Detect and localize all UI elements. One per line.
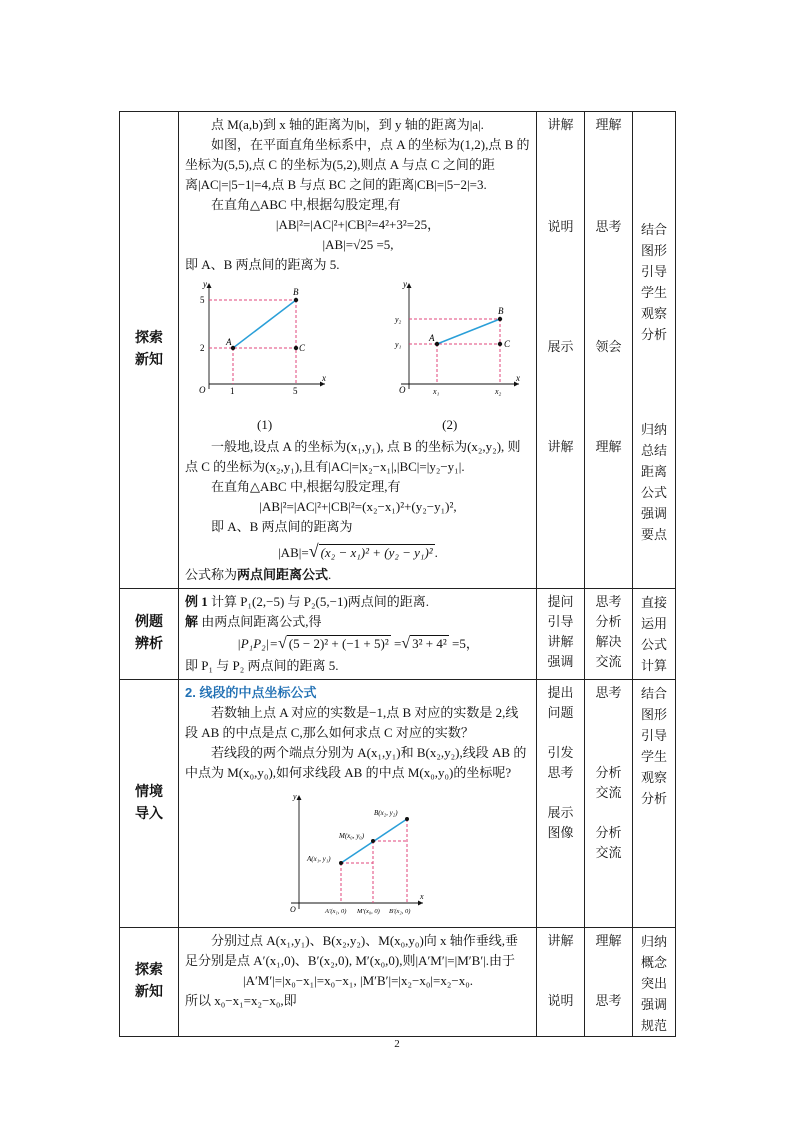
intent-note: 归纳概念突出强调规范 [640,934,667,1033]
point-label: M(x₀, y₀) [339,832,365,840]
text-line: 即 P₁ 与 P₂ 两点间的距离 5. [185,658,339,673]
note: 思考 [595,594,622,609]
formula-radicand: (5 − 2)² + (−1 + 5)² [288,636,389,651]
intent-note: 归纳总结距离公式强调要点 [640,422,667,542]
formula-part: . [434,545,438,560]
note: 图像 [547,825,574,840]
text-line [185,565,531,585]
text-line: 一般地,设点 A 的坐标为(x₁,y₁), 点 B 的坐标为(x₂,y₂), 则点 C 的坐标为(x₂,y₁),且有|AC|=|x₂−x₁|,|BC|=|y₂−y₁|. [185,439,521,474]
tick-label: y₁ [395,340,402,349]
row-label [120,112,179,589]
axis-label: y [403,279,407,289]
text-part: 计算 P₁(2,−5) 与 P₂(5,−1)两点间的距离. [207,594,430,609]
formula: |AB|²=|AC|²+|CB|²=4²+3²=25， [275,217,441,232]
lesson-plan-table [119,111,676,1037]
formula: |P₁P₂|=√ (5 − 2)² + (−1 + 5)² =√ 3² + 4² =5， [237,635,479,652]
axis-label: y [203,279,207,289]
note: 领会 [595,339,622,354]
note: 展示 [547,339,574,354]
note: 交流 [595,845,622,860]
section-heading: 2. 线段的中点坐标公式 [185,685,317,700]
caption: (2) [442,417,458,432]
point-label: A(x₁, y₁) [307,855,331,863]
text-line: 即 A、B 两点间的距离为 [211,519,353,534]
point-label: A [226,337,232,347]
formula: |AB|=√25 =5, [322,237,394,252]
text-line: 在直角△ABC 中,根据勾股定理,有 [211,479,401,494]
tick-label: 5 [200,295,205,305]
note: 问题 [547,705,574,720]
figure-2 [383,279,523,397]
point-label: A [429,333,435,343]
figure-1 [189,279,329,397]
distance-formula: |AB|=√ (x₂ − x₁)² + (y₂ − y₁)² . [278,541,438,561]
table-row [120,928,676,1037]
label-text: 探索 新知 [135,331,163,368]
point-label: C [504,339,511,349]
formula-name: 两点间距离公式 [237,567,329,582]
axis-label: y [293,792,297,801]
text-line [185,612,531,632]
point-label: C [299,343,306,353]
text-line: 所以 x₀−x₁=x₂−x₀,即 [185,993,297,1008]
row-label [120,680,179,928]
axis-label: x [420,892,424,901]
figures [185,275,531,397]
note: 分析 [595,614,622,629]
formula-part: |P₁P₂|= [237,636,278,651]
figure-3-wrap [185,783,531,921]
label-text: 情境 导入 [135,784,163,822]
row-label [120,928,179,1037]
content-cell [179,928,537,1037]
tick-label: x₂ [495,387,502,396]
intent-note: 结合图形引导学生观察分析 [640,686,667,806]
method-cell [537,680,585,928]
note: 思考 [547,765,574,780]
foot-label: A′(x₁, 0) [325,908,347,915]
label-text: 探索 新知 [135,963,163,1000]
point-label: B(x₂, y₂) [374,809,398,817]
intent-cell [633,680,676,928]
table-row [120,112,676,589]
text-line: 点 M(a,b)到 x 轴的距离为|b|，到 y 轴的距离为|a|. [211,117,484,132]
method-cell [537,112,585,589]
method-cell [537,928,585,1037]
example-tag: 例 1 [185,594,208,609]
origin-label: O [290,905,296,914]
label-text: 例题 辨析 [135,615,163,652]
table-row [120,680,676,928]
student-cell [585,589,633,680]
text-line: 若线段的两个端点分别为 A(x₁,y₁)和 B(x₂,y₂),线段 AB 的中点为 M(x₀,y₀),如何求线段 AB 的中点 M(x₀,y₀)的坐标呢? [185,745,527,780]
note: 思考 [595,685,622,700]
note: 交流 [595,654,622,669]
text-line: 在直角△ABC 中,根据勾股定理,有 [211,197,401,212]
note: 理解 [595,117,622,132]
note: 分析 [595,765,622,780]
page-number: 2 [394,1038,400,1050]
content-cell [179,112,537,589]
note: 提出 [547,685,574,700]
content-cell [179,680,537,928]
text-line: 即 A、B 两点间的距离为 5. [185,257,340,272]
note: 理解 [595,933,622,948]
formula-part: |AB|= [278,545,309,560]
foot-label: M′(x₀, 0) [357,908,380,915]
text-line [185,592,531,612]
text-part: 公式称为 [185,567,238,582]
formula-radicand: 3² + 4² [412,636,447,651]
intent-cell [633,112,676,589]
tick-label: x₁ [433,387,440,396]
note: 讲解 [547,933,574,948]
tick-label: 2 [200,343,205,353]
note: 引发 [547,745,574,760]
origin-label: O [399,385,406,395]
foot-label: B′(x₂, 0) [389,908,411,915]
text-part: 由两点间距离公式,得 [198,614,322,629]
note: 交流 [595,785,622,800]
tick-label: 5 [293,386,298,396]
note: 解决 [595,634,622,649]
table-row [120,589,676,680]
point-label: B [498,306,504,316]
note: 思考 [595,219,622,234]
intent-cell [633,589,676,680]
note: 分析 [595,825,622,840]
tick-label: y₂ [395,315,402,324]
point-label: B [293,287,299,297]
axis-label: x [516,373,520,383]
note: 提问 [547,594,574,609]
tick-label: 1 [230,386,235,396]
formula-radicand: (x₂ − x₁)² + (y₂ − y₁)² [320,545,433,560]
figure-captions [185,397,531,437]
note: 说明 [547,993,574,1008]
intent-note: 直接运用公式计算 [640,595,667,673]
origin-label: O [199,385,206,395]
student-cell [585,112,633,589]
row-label [120,589,179,680]
note: 强调 [547,654,574,669]
note: 讲解 [547,439,574,454]
formula: |AB|²=|AC|²+|CB|²=(x₂−x₁)²+(y₂−y₁)², [259,499,457,514]
intent-cell [633,928,676,1037]
text-line: 分别过点 A(x₁,y₁)、B(x₂,y₂)、M(x₀,y₀)向 x 轴作垂线,垂足分别是点 A′(x₁,0)、B′(x₂,0), M′(x₀,0),则|A′M′|=|M′B′|.由于 [185,933,519,968]
figure-3 [277,791,427,915]
formula-part: =5， [448,636,479,651]
formula: |A′M′|=|x₀−x₁|=x₀−x₁, |M′B′|=|x₂−x₀|=x₂−x₀. [242,973,474,988]
content-cell [179,589,537,680]
student-cell [585,928,633,1037]
note: 说明 [547,219,574,234]
note: 讲解 [547,634,574,649]
note: 讲解 [547,117,574,132]
text-line: 如图，在平面直角坐标系中，点 A 的坐标为(1,2),点 B 的坐标为(5,5),点 C 的坐标为(5,2),则点 A 与点 C 之间的距离|AC|=|5−1|=4,点 B 与点 BC 之间的距离|CB|=|5−2|=3. [185,137,530,192]
text-part: . [328,567,332,582]
axis-label: x [322,373,326,383]
note: 思考 [595,993,622,1008]
intent-note: 结合图形引导学生观察分析 [640,222,667,342]
student-cell [585,680,633,928]
text-line: 若数轴上点 A 对应的实数是−1,点 B 对应的实数是 2,线段 AB 的中点是点 C,那么如何求点 C 对应的实数？ [185,705,519,740]
solution-tag: 解 [185,614,199,629]
formula-part: = [390,636,402,651]
note: 展示 [547,805,574,820]
method-cell [537,589,585,680]
note: 理解 [595,439,622,454]
caption: (1) [257,417,273,432]
note: 引导 [547,614,574,629]
